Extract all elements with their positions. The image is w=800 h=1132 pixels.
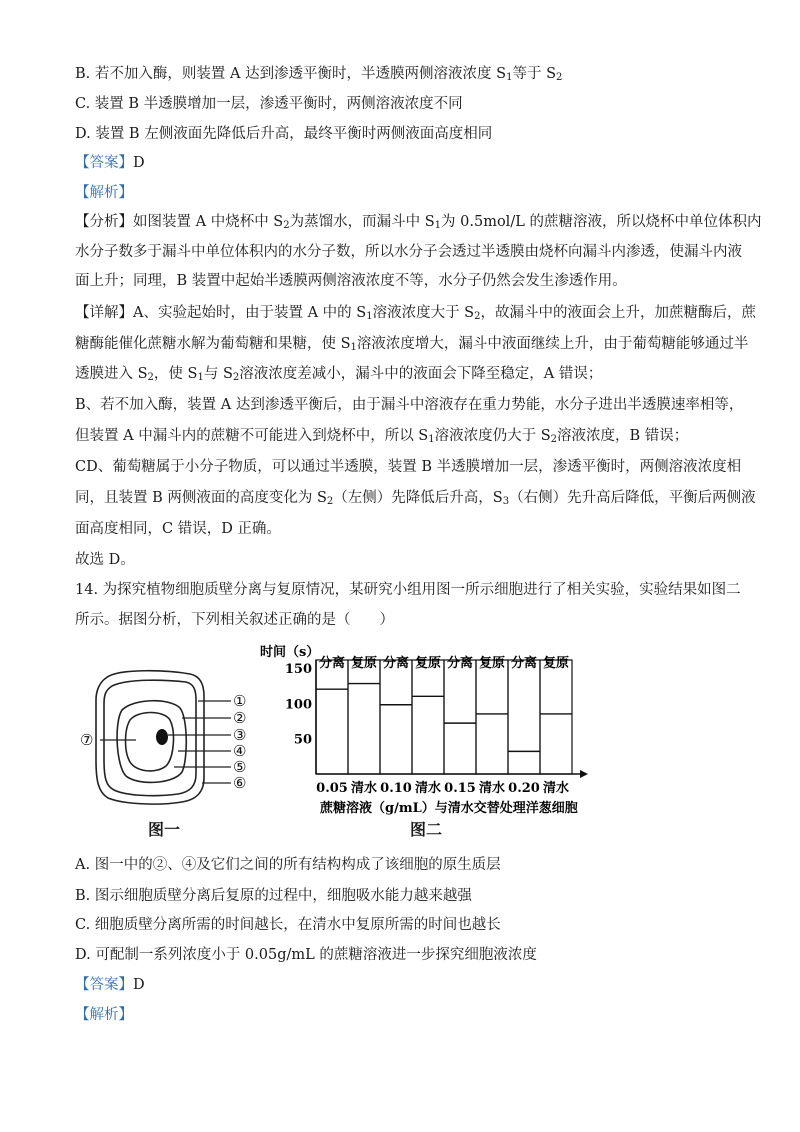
figure-1-cell-diagram bbox=[78, 660, 268, 810]
x-tick-label: 清水 bbox=[542, 781, 570, 796]
x-axis-label: 蔗糖溶液（g/mL）与清水交替处理洋葱细胞 bbox=[320, 801, 578, 816]
detail-line-7: 同，且装置 B 两侧液面的高度变化为 $S_2$（左侧）先降低后升高，$S_3$（右侧）先升高后降低，平衡后两侧液 bbox=[75, 490, 756, 507]
bar-column-frame bbox=[476, 660, 508, 774]
column-header: 分离 bbox=[318, 656, 346, 671]
bar-column-frame bbox=[508, 660, 540, 774]
detail-line-4: B、若不加入酶，装置 A 达到渗透平衡后，由于漏斗中溶液存在重力势能，水分子进出半透膜速率相等， bbox=[75, 397, 744, 413]
answer-line-2: 【答案】D bbox=[75, 977, 145, 993]
label-6: ⑥ bbox=[233, 774, 247, 792]
column-header: 分离 bbox=[446, 656, 474, 671]
detail-line-3: 透膜进入 $S_2$，使 $S_1$与 $S_2$溶液浓度差减小，漏斗中的液面会下降至稳定，A 错误； bbox=[75, 366, 603, 383]
y-tick-label: 150 bbox=[284, 662, 312, 677]
detail-line-8: 面高度相同，C 错误，D 正确。 bbox=[75, 521, 281, 537]
jiexi-tag-2: 【解析】 bbox=[75, 1007, 133, 1023]
figure-2-caption: 图二 bbox=[410, 820, 443, 839]
figure-2-bar-chart bbox=[250, 640, 590, 840]
question-14-line-2: 所示。据图分析，下列相关叙述正确的是（ ） bbox=[75, 612, 394, 628]
x-axis-arrow bbox=[580, 770, 588, 778]
option-a: A. 图一中的②、④及它们之间的所有结构构成了该细胞的原生质层 bbox=[75, 857, 501, 873]
y-tick-label: 100 bbox=[284, 697, 312, 713]
analysis-line-1: 【分析】如图装置 A 中烧杯中 $S_2$为蒸馏水，而漏斗中 $S_1$为 0.5mol/L 的蔗糖溶液，所以烧杯中单位体积内 bbox=[75, 214, 762, 231]
detail-line-1: 【详解】A、实验起始时，由于装置 A 中的 $S_1$溶液浓度大于 $S_2$，故漏斗中的液面会上升，加蔗糖酶后，蔗 bbox=[75, 305, 756, 322]
answer-line-1: 【答案】D bbox=[75, 155, 145, 171]
bar-column-frame bbox=[380, 660, 412, 774]
bar-column-frame bbox=[412, 660, 444, 774]
column-header: 复原 bbox=[350, 656, 378, 671]
bar-column-frame bbox=[348, 660, 380, 774]
label-5: ⑤ bbox=[233, 758, 247, 776]
option-b: B. 图示细胞质壁分离后复原的过程中，细胞吸水能力越来越强 bbox=[75, 888, 472, 904]
x-tick-label: 清水 bbox=[478, 781, 506, 796]
column-header: 分离 bbox=[510, 656, 538, 671]
question-14-line-1: 14. 为探究植物细胞质壁分离与复原情况，某研究小组用图一所示细胞进行了相关实验，实验结果如图二 bbox=[75, 582, 741, 598]
bar-column-frame bbox=[444, 660, 476, 774]
analysis-line-2: 水分子数多于漏斗中单位体积内的水分子数，所以水分子会透过半透膜由烧杯向漏斗内渗透，使漏斗内液 bbox=[75, 244, 742, 260]
x-tick-label: 0.20 bbox=[508, 781, 540, 796]
x-tick-label: 清水 bbox=[414, 781, 442, 796]
x-tick-label: 清水 bbox=[350, 781, 378, 796]
y-tick-label: 50 bbox=[293, 732, 312, 748]
option-c-prev: C. 装置 B 半透膜增加一层，渗透平衡时，两侧溶液浓度不同 bbox=[75, 96, 463, 112]
option-c: C. 细胞质壁分离所需的时间越长，在清水中复原所需的时间也越长 bbox=[75, 917, 501, 933]
analysis-line-3: 面上升；同理，B 装置中起始半透膜两侧溶液浓度不等，水分子仍然会发生渗透作用。 bbox=[75, 273, 627, 289]
label-3: ③ bbox=[233, 726, 247, 744]
x-tick-label: 0.15 bbox=[444, 781, 476, 796]
detail-line-6: CD、葡萄糖属于小分子物质，可以通过半透膜，装置 B 半透膜增加一层，渗透平衡时，两侧溶液浓度相 bbox=[75, 459, 742, 475]
cell-wall-outer bbox=[96, 671, 204, 804]
option-d: D. 可配制一系列浓度小于 0.05g/mL 的蔗糖溶液进一步探究细胞液浓度 bbox=[75, 947, 537, 963]
bar-column-frame bbox=[540, 660, 572, 774]
column-header: 复原 bbox=[478, 656, 506, 671]
option-d-prev: D. 装置 B 左侧液面先降低后升高，最终平衡时两侧液面高度相同 bbox=[75, 126, 493, 142]
detail-line-5: 但装置 A 中漏斗内的蔗糖不可能进入到烧杯中，所以 $S_1$溶液浓度仍大于 $S_2$溶液浓度，B 错误； bbox=[75, 428, 689, 445]
bar-column-frame bbox=[316, 660, 348, 774]
nucleus bbox=[156, 729, 168, 745]
x-tick-label: 0.05 bbox=[316, 781, 348, 796]
column-header: 分离 bbox=[382, 656, 410, 671]
x-tick-label: 0.10 bbox=[380, 781, 412, 796]
label-7: ⑦ bbox=[80, 731, 94, 749]
detail-line-9: 故选 D。 bbox=[75, 552, 135, 568]
y-axis-label: 时间（s） bbox=[260, 645, 320, 660]
answer-tag: 【答案】 bbox=[75, 977, 133, 993]
column-header: 复原 bbox=[414, 656, 442, 671]
figure-1-caption: 图一 bbox=[148, 820, 181, 839]
label-4: ④ bbox=[233, 742, 247, 760]
answer-tag: 【答案】 bbox=[75, 155, 133, 171]
label-2: ② bbox=[233, 709, 247, 727]
jiexi-tag-1: 【解析】 bbox=[75, 185, 133, 201]
column-header: 复原 bbox=[542, 656, 570, 671]
option-b-prev: B. 若不加入酶，则装置 A 达到渗透平衡时，半透膜两侧溶液浓度 $S_1$等于 $S_2$ bbox=[75, 66, 563, 83]
label-1: ① bbox=[233, 692, 247, 710]
detail-line-2: 糖酶能催化蔗糖水解为葡萄糖和果糖，使 $S_1$溶液浓度增大，漏斗中液面继续上升，由于葡萄糖能够通过半 bbox=[75, 336, 749, 353]
